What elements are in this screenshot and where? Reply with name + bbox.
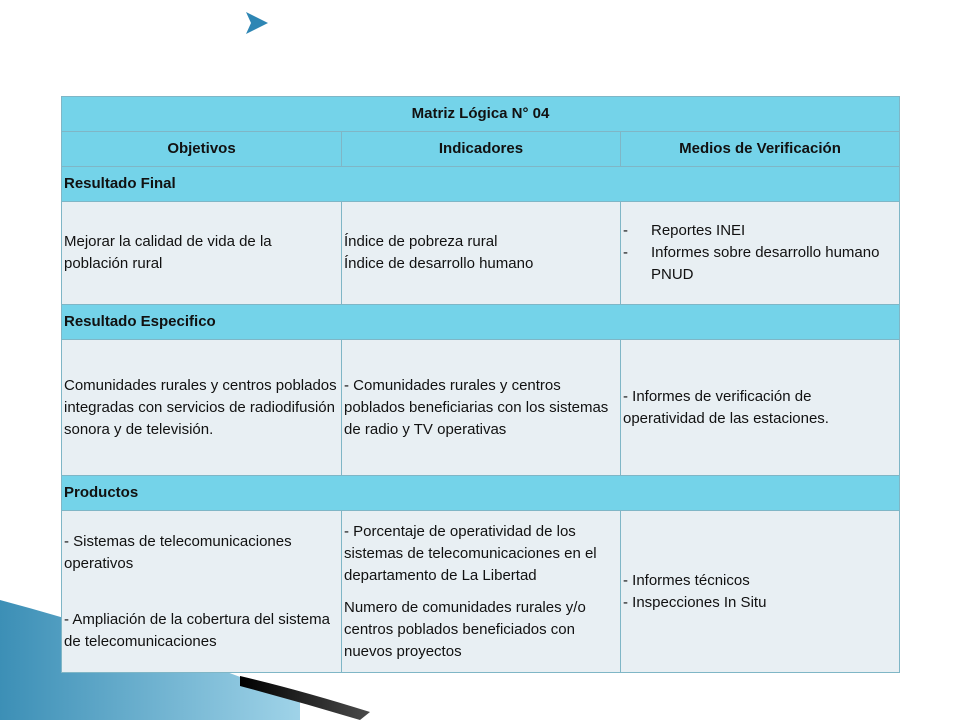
- column-header-verification: Medios de Verificación: [621, 132, 900, 167]
- arrow-bullet-icon: [246, 12, 268, 34]
- verification-item: - Informes sobre desarrollo humano PNUD: [623, 242, 897, 286]
- column-header-objectives: Objetivos: [62, 132, 342, 167]
- section-row-final-result: [62, 167, 900, 202]
- objective-item: - Sistemas de telecomunicaciones operativos: [64, 532, 292, 572]
- indicator-item: - Porcentaje de operatividad de los sistemas de telecomunicaciones en el departamento de La Libertad: [344, 522, 597, 584]
- indicator-item: Índice de desarrollo humano: [344, 255, 534, 272]
- section-label: Resultado Final: [62, 167, 900, 202]
- indicator-cell: [342, 202, 621, 305]
- table-row: [62, 340, 900, 476]
- indicator-item: Índice de pobreza rural: [344, 233, 498, 250]
- verification-cell: - Informes de verificación de operatividad de las estaciones.: [621, 340, 900, 476]
- indicator-cell: [342, 511, 621, 673]
- table-title: Matriz Lógica N° 04: [62, 97, 900, 132]
- table-row: [62, 511, 900, 673]
- section-label: Productos: [62, 476, 900, 511]
- verification-cell: [621, 202, 900, 305]
- verification-cell: [621, 511, 900, 673]
- table-title-row: [62, 97, 900, 132]
- logic-matrix-table: [61, 96, 900, 673]
- verification-item: - Inspecciones In Situ: [623, 593, 767, 611]
- objective-cell: [62, 511, 342, 673]
- verification-list: [623, 220, 897, 286]
- indicator-cell: - Comunidades rurales y centros poblados beneficiarias con los sistemas de radio y TV operativas: [342, 340, 621, 476]
- objective-cell: Comunidades rurales y centros poblados integradas con servicios de radiodifusión sonora y de televisión.: [62, 340, 342, 476]
- verification-item: - Informes técnicos: [623, 571, 750, 589]
- table-row: [62, 202, 900, 305]
- verification-item: - Reportes INEI: [623, 220, 897, 242]
- column-header-row: [62, 132, 900, 167]
- objective-cell: Mejorar la calidad de vida de la población rural: [62, 202, 342, 305]
- objective-item: - Ampliación de la cobertura del sistema de telecomunicaciones: [64, 610, 330, 650]
- section-row-products: [62, 476, 900, 511]
- column-header-indicators: Indicadores: [342, 132, 621, 167]
- indicator-item: Numero de comunidades rurales y/o centros poblados beneficiados con nuevos proyectos: [344, 598, 586, 660]
- section-label: Resultado Especifico: [62, 305, 900, 340]
- section-row-specific-result: [62, 305, 900, 340]
